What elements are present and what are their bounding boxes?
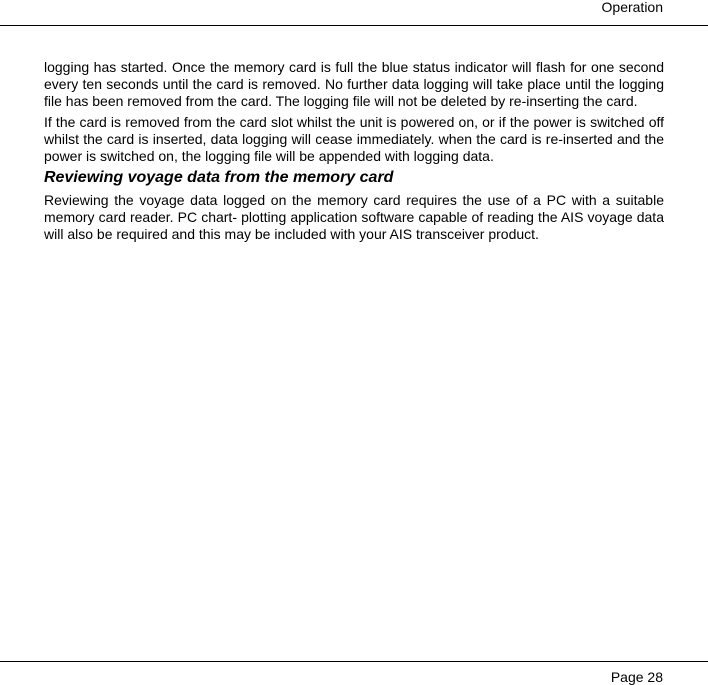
page-number: Page 28 [610,669,663,685]
body-paragraph-card-removal: If the card is removed from the card slot whilst the unit is powered on, or if the power is switched off whilst the card is inserted, data logging will cease immediately. when the card is re-inserted and the power is switched on, the logging file will be appended with logging data. [44,114,664,164]
body-paragraph-reviewing-data: Reviewing the voyage data logged on the memory card requires the use of a PC with a suitable memory card reader. PC chart- plotting application software capable of reading the AIS voyage data will also be required and this may be included with your AIS transceiver product. [44,192,664,242]
header-divider [0,25,708,26]
section-heading: Reviewing voyage data from the memory card [44,169,394,186]
footer-divider [0,661,708,662]
page-header-title: Operation [601,0,663,15]
body-paragraph-logging-full: logging has started. Once the memory card is full the blue status indicator will flash for one second every ten seconds until the card is removed. No further data logging will take place until the logging file has been removed from the card. The logging file will not be deleted by re-inserting the card. [44,59,664,109]
page-body [44,59,664,247]
